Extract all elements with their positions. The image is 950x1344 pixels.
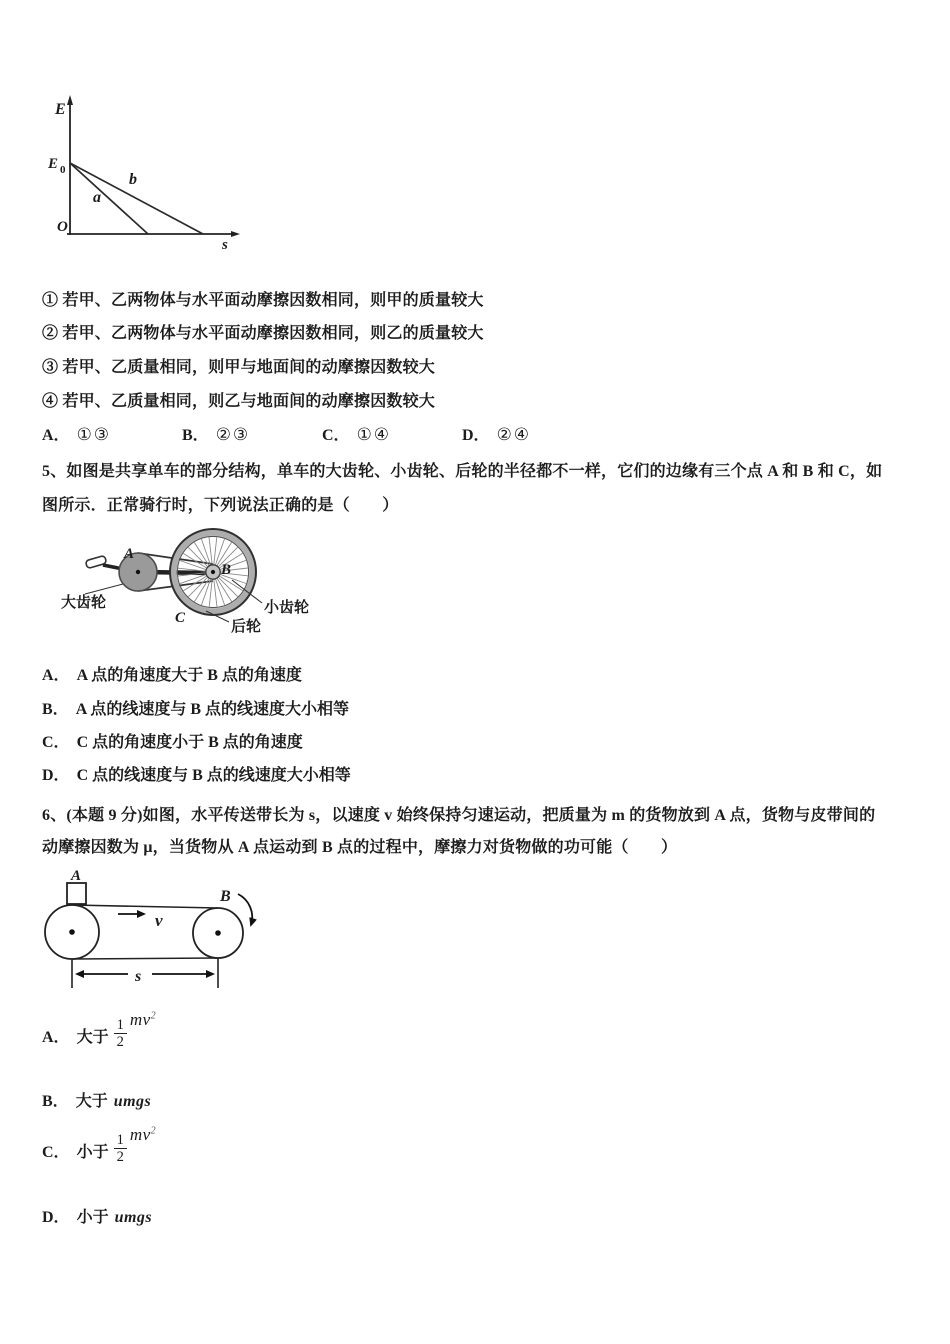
option-letter: A． <box>42 427 70 444</box>
belt-top <box>72 905 218 908</box>
y-axis-arrow-icon <box>67 95 73 105</box>
option-value: ②③ <box>215 425 251 444</box>
statement-2: ② 若甲、乙两物体与水平面动摩擦因数相同，则乙的质量较大 <box>42 325 484 342</box>
large-gear-leader-line <box>85 584 123 594</box>
line-b-label: b <box>129 171 137 188</box>
option-letter: D． <box>42 1209 70 1226</box>
fraction-one-half <box>114 1132 127 1165</box>
option-letter: C． <box>42 1144 70 1161</box>
option-letter: A． <box>42 667 70 684</box>
option-letter: B． <box>42 701 69 718</box>
option-letter: B． <box>42 1093 69 1110</box>
line-a-label: a <box>93 189 101 206</box>
q4-option-a <box>42 422 111 445</box>
y-intercept-subscript: 0 <box>60 164 66 176</box>
option-compare: 小于 <box>76 1209 109 1226</box>
q6-option-c <box>42 1125 157 1178</box>
statement-1: ① 若甲、乙两物体与水平面动摩擦因数相同，则甲的质量较大 <box>42 292 484 309</box>
option-letter: C． <box>322 427 350 444</box>
energy-displacement-graph <box>45 92 250 257</box>
statement-3: ③ 若甲、乙质量相同，则甲与地面间的动摩擦因数较大 <box>42 359 436 376</box>
option-compare: 大于 <box>76 1029 109 1046</box>
belt-bottom <box>72 958 218 959</box>
point-b-label: B <box>221 562 232 578</box>
q5-option-a <box>42 662 302 685</box>
origin-label: O <box>57 219 68 235</box>
option-compare: 大于 <box>75 1093 108 1110</box>
umgs-formula: umgs <box>113 1093 152 1110</box>
option-letter: D． <box>42 767 70 784</box>
option-text: C 点的线速度与 B 点的线速度大小相等 <box>76 767 351 784</box>
point-a-label: A <box>71 868 82 884</box>
statement-4: ④ 若甲、乙质量相同，则乙与地面间的动摩擦因数较大 <box>42 393 436 410</box>
bicycle-gear-diagram <box>45 523 340 645</box>
q5-text-line1: 5、如图是共享单车的部分结构，单车的大齿轮、小齿轮、后轮的半径都不一样，它们的边缘有三个点 A 和 B 和 C，如 <box>42 463 883 480</box>
fraction-denominator: 2 <box>116 1149 124 1166</box>
option-letter: A． <box>42 1029 70 1046</box>
q4-option-c <box>322 422 391 445</box>
conveyor-belt-diagram <box>38 866 290 992</box>
belt-length-label: s <box>135 968 142 985</box>
cargo-box <box>67 883 86 904</box>
mv-squared-formula <box>130 1125 156 1144</box>
option-text: A 点的线速度与 B 点的线速度大小相等 <box>75 701 350 718</box>
large-gear-axle-dot <box>136 570 140 574</box>
point-a-label: A <box>124 546 135 562</box>
q6-text-line2: 动摩擦因数为 μ，当货物从 A 点运动到 B 点的过程中，摩擦力对货物做的功可能（ ） <box>42 839 678 856</box>
fraction-denominator: 2 <box>116 1034 124 1051</box>
left-pulley-axle-dot <box>69 929 75 935</box>
point-b-label: B <box>220 888 231 905</box>
belt-speed-label: v <box>155 911 163 930</box>
option-compare: 小于 <box>76 1144 109 1161</box>
option-value: ②④ <box>496 425 532 444</box>
fraction-numerator: 1 <box>114 1132 127 1149</box>
rear-wheel-label: 后轮 <box>231 619 262 635</box>
option-value: ①③ <box>76 425 112 444</box>
fraction-numerator: 1 <box>114 1017 127 1034</box>
large-gear-label: 大齿轮 <box>61 595 107 611</box>
formula-exponent: 2 <box>150 1010 157 1022</box>
y-axis-label: E <box>55 101 66 118</box>
small-gear-label: 小齿轮 <box>264 600 310 616</box>
q5-option-c <box>42 729 303 752</box>
hub-axle-dot <box>211 570 215 574</box>
x-axis-label: s <box>222 237 228 253</box>
point-c-label: C <box>175 610 186 626</box>
option-letter: C． <box>42 734 70 751</box>
y-intercept-label: E <box>48 156 59 172</box>
option-text: A 点的角速度大于 B 点的角速度 <box>76 667 302 684</box>
formula-body: mv <box>129 1010 151 1029</box>
q5-text-line2: 图所示．正常骑行时，下列说法正确的是（ ） <box>42 497 399 514</box>
option-value: ①④ <box>356 425 392 444</box>
option-letter: B． <box>182 427 209 444</box>
q6-option-a <box>42 1010 157 1063</box>
formula-exponent: 2 <box>150 1125 157 1137</box>
fraction-one-half <box>114 1017 127 1050</box>
umgs-formula: umgs <box>114 1209 153 1226</box>
q4-option-b <box>182 422 250 445</box>
option-text: C 点的角速度小于 B 点的角速度 <box>76 734 303 751</box>
formula-body: mv <box>129 1125 151 1144</box>
q4-option-d <box>462 422 531 445</box>
right-pulley-axle-dot <box>215 930 221 936</box>
mv-squared-formula <box>130 1010 156 1029</box>
q5-option-b <box>42 696 349 719</box>
q5-option-d <box>42 762 351 785</box>
x-axis-arrow-icon <box>231 231 240 237</box>
q6-text-line1: 6、(本题 9 分)如图，水平传送带长为 s，以速度 v 始终保持匀速运动，把质量为 m 的货物放到 A 点，货物与皮带间的 <box>42 807 876 824</box>
option-letter: D． <box>462 427 490 444</box>
q6-option-b <box>42 1088 151 1111</box>
q6-option-d <box>42 1204 152 1227</box>
